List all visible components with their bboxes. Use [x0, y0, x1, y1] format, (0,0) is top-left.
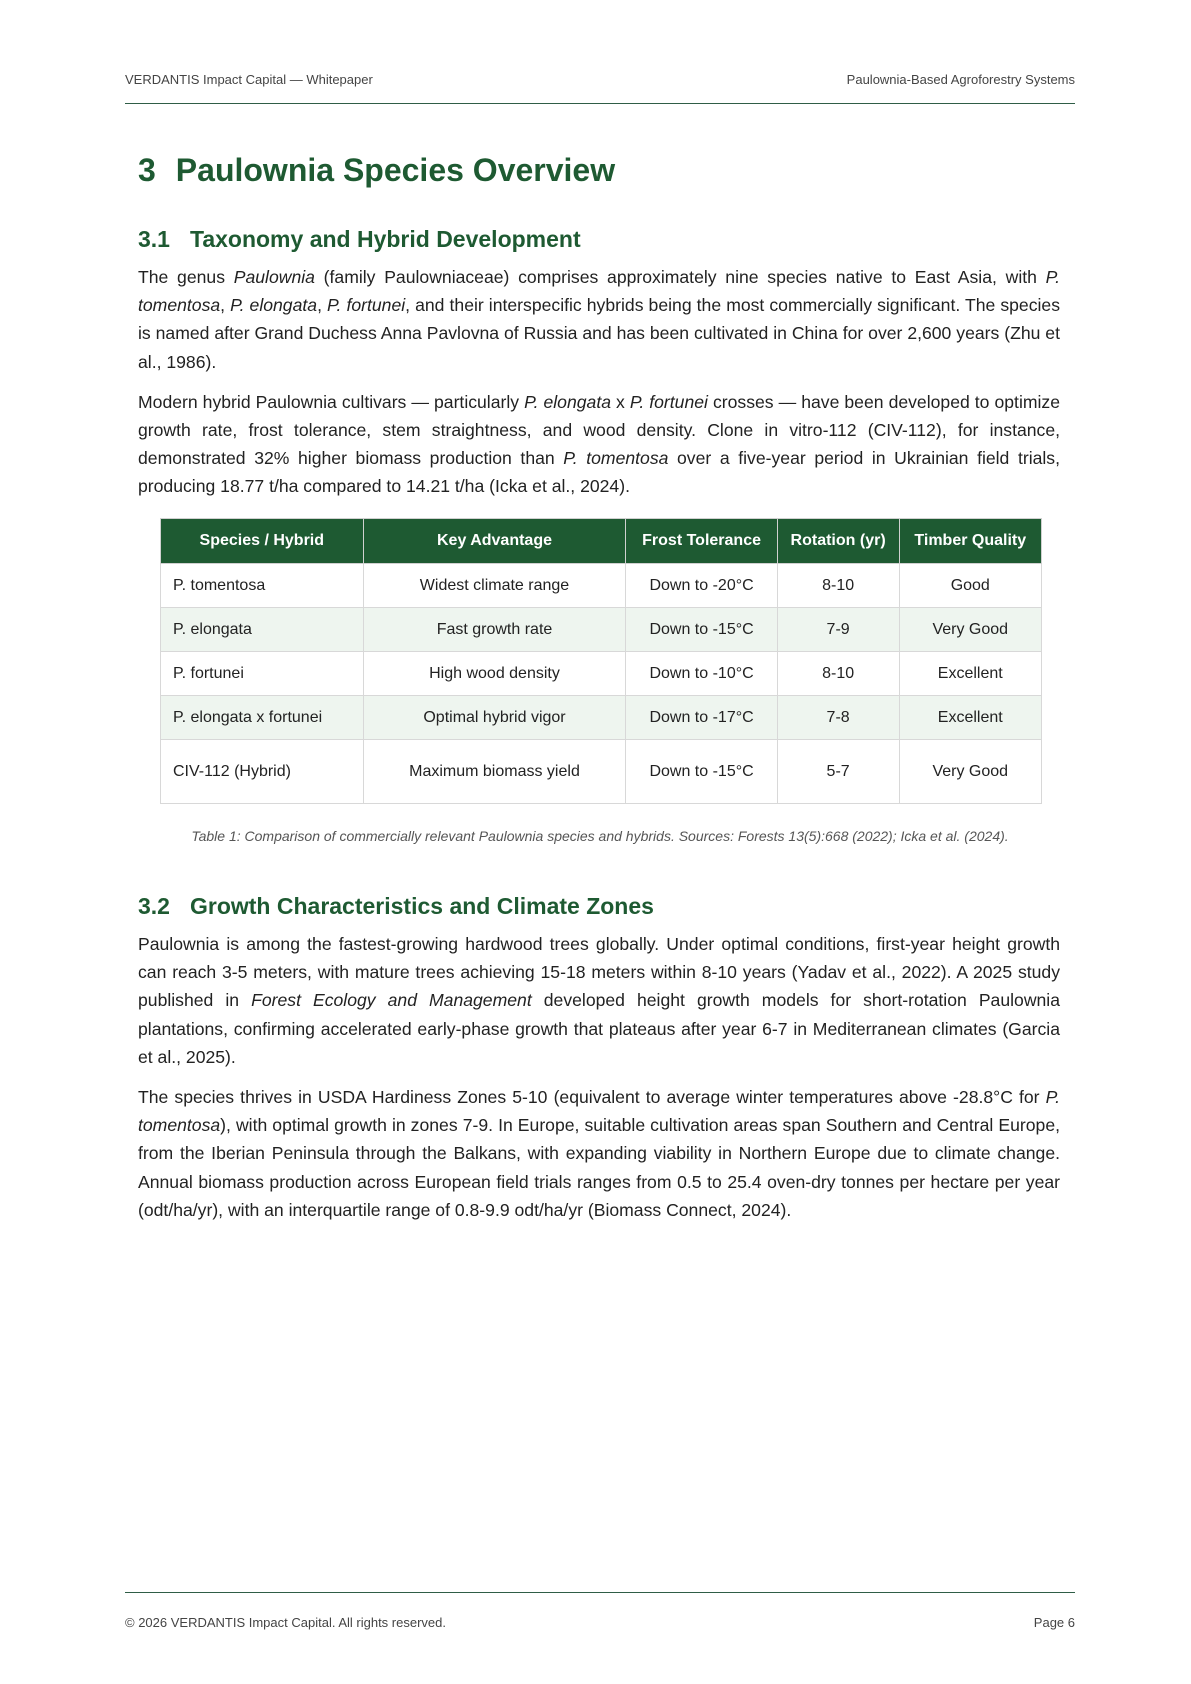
table-cell: Down to -15°C	[626, 608, 777, 652]
table-cell: Down to -10°C	[626, 652, 777, 696]
table-cell: P. elongata	[161, 608, 364, 652]
table-cell: Down to -15°C	[626, 740, 777, 804]
table-cell: Down to -17°C	[626, 696, 777, 740]
table-caption: Table 1: Comparison of commercially relevant Paulownia species and hybrids. Sources: Forests 13(5):668 (2022); Icka et al. (2024).	[191, 828, 1009, 844]
text-segment: Paulownia is among the fastest-growing hardwood trees globally. Under optimal conditions, first-year height growth can reach 3-5 meters, with mature trees achieving 15-18 meters within 8-10 years (Yadav et al., 2022). A 2025 study published in	[138, 934, 1060, 1011]
text-segment: P. elongata	[524, 391, 611, 412]
text-segment: P. tomentosa	[563, 448, 669, 469]
table-cell: Maximum biomass yield	[363, 740, 626, 804]
text-segment: ,	[317, 295, 328, 316]
table-cell: Widest climate range	[363, 564, 626, 608]
column-header: Species / Hybrid	[161, 519, 364, 564]
table-cell: 7-9	[777, 608, 899, 652]
section-3-1	[138, 226, 1060, 513]
table-cell: P. tomentosa	[161, 564, 364, 608]
text-segment: over a five-year period in Ukrainian field trials, producing 18.77 t/ha compared to 14.21 t/ha (Icka et al., 2024).	[138, 448, 1060, 497]
text-segment: x	[611, 391, 630, 412]
table-cell: P. elongata x fortunei	[161, 696, 364, 740]
text-segment: P. elongata	[230, 295, 318, 316]
table-cell: Very Good	[899, 740, 1041, 804]
paragraph	[138, 930, 1060, 1071]
section-3-2	[138, 893, 1060, 1236]
text-segment: P. fortunei	[629, 391, 708, 412]
page-title	[138, 152, 615, 189]
text-segment: crosses — have been developed to optimize growth rate, frost tolerance, stem straightness, and wood density. Clone in vitro-112 (CIV-112), for instance, demonstrated 32% higher biomass production than	[138, 391, 1061, 469]
text-segment: The species thrives in USDA Hardiness Zones 5-10 (equivalent to average winter temperatures above -28.8°C for	[138, 1087, 1046, 1108]
section-title: Paulownia Species Overview	[175, 152, 616, 188]
header-right: Paulownia-Based Agroforestry Systems	[846, 72, 1075, 87]
table-row	[161, 564, 1042, 608]
subsection-number: 3.1	[138, 226, 170, 252]
subsection-number: 3.2	[138, 893, 170, 919]
table-cell: Down to -20°C	[626, 564, 777, 608]
table-cell: Very Good	[899, 608, 1041, 652]
table-cell: 8-10	[777, 652, 899, 696]
section-number: 3	[138, 152, 156, 188]
table-cell: Excellent	[899, 696, 1041, 740]
column-header: Rotation (yr)	[777, 519, 899, 564]
table-cell: 8-10	[777, 564, 899, 608]
text-segment: Paulownia	[233, 267, 315, 287]
table-row	[161, 740, 1042, 804]
header-rule	[125, 103, 1075, 104]
text-segment: developed height growth models for short-rotation Paulownia plantations, confirming accelerated early-phase growth that plateaus after year 6-7 in Mediterranean climates (Garcia et al., 2025).	[138, 990, 1061, 1067]
table-row	[161, 608, 1042, 652]
column-header: Key Advantage	[363, 519, 626, 564]
table-cell: CIV-112 (Hybrid)	[161, 740, 364, 804]
table-cell: 5-7	[777, 740, 899, 804]
page-footer	[125, 1615, 1075, 1630]
column-header: Timber Quality	[899, 519, 1041, 564]
text-segment: (family Paulowniaceae) comprises approximately nine species native to East Asia, with	[314, 267, 1046, 287]
table-cell: High wood density	[363, 652, 626, 696]
paragraph	[138, 263, 1060, 376]
header-left: VERDANTIS Impact Capital — Whitepaper	[125, 72, 373, 87]
text-segment: P. fortunei	[327, 295, 406, 316]
table-row	[161, 696, 1042, 740]
page-header	[125, 72, 1075, 87]
text-segment: , and their interspecific hybrids being the most commercially significant. The species is named after Grand Duchess Anna Pavlovna of Russia and has been cultivated in China for over 2,600 years (Zhu et al., 1986).	[138, 295, 1061, 372]
species-table	[160, 518, 1042, 804]
table-cell: 7-8	[777, 696, 899, 740]
table-cell: P. fortunei	[161, 652, 364, 696]
text-segment: ,	[220, 295, 231, 316]
table-row	[161, 652, 1042, 696]
table-cell: Excellent	[899, 652, 1041, 696]
table-cell: Fast growth rate	[363, 608, 626, 652]
subsection-title: Growth Characteristics and Climate Zones	[189, 893, 654, 919]
text-segment: P. tomentosa	[138, 267, 1061, 316]
footer-rule	[125, 1592, 1075, 1593]
table-cell: Optimal hybrid vigor	[363, 696, 626, 740]
text-segment: Forest Ecology and Management	[251, 990, 532, 1011]
paragraph	[138, 388, 1060, 501]
page-number: Page 6	[1033, 1615, 1075, 1630]
paragraph	[138, 1083, 1060, 1224]
subsection-heading	[138, 226, 1060, 253]
subsection-heading	[138, 893, 1060, 920]
table-cell: Good	[899, 564, 1041, 608]
text-segment: P. tomentosa	[138, 1087, 1060, 1136]
copyright: © 2026 VERDANTIS Impact Capital. All rights reserved.	[125, 1615, 446, 1630]
text-segment: ), with optimal growth in zones 7-9. In Europe, suitable cultivation areas span Southern and Central Europe, from the Iberian Peninsula through the Balkans, with expanding viability in Northern Europe due to climate change. Annual biomass production across European field trials ranges from 0.5 to 25.4 oven-dry tonnes per hectare per year (odt/ha/yr), with an interquartile range of 0.8-9.9 odt/ha/yr (Biomass Connect, 2024).	[138, 1115, 1060, 1220]
column-header: Frost Tolerance	[626, 519, 777, 564]
subsection-title: Taxonomy and Hybrid Development	[189, 226, 581, 252]
text-segment: The genus	[138, 267, 234, 287]
text-segment: Modern hybrid Paulownia cultivars — particularly	[138, 391, 525, 412]
